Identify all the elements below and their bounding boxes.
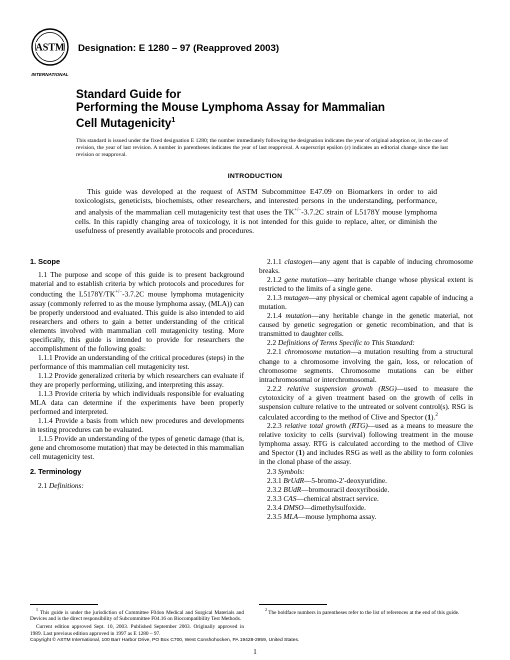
def-num: 2.1.4 <box>267 311 282 321</box>
sym-num: 2.3.3 <box>267 493 282 503</box>
paragraph-1-1-3: 1.1.3 Provide criteria by which individuals responsible for evaluating MLA data can determine if the experiments have been properly performed and interpreted. <box>30 389 244 417</box>
def-text-end: ). <box>431 412 436 422</box>
document-title <box>76 88 456 130</box>
def-term: mutation <box>285 311 312 321</box>
def-term: relative total growth (RTG) <box>284 421 368 431</box>
def-text: —any agent that is capable of inducing chromosome breaks. <box>259 257 473 276</box>
def-term: relative suspension growth (RSG) <box>287 383 397 393</box>
title-line-2: Performing the Mouse Lymphoma Assay for Mammalian <box>76 101 386 115</box>
sym-term: DMSO <box>283 502 304 512</box>
sym-num: 2.3.1 <box>267 475 282 485</box>
definition-2-1-4 <box>259 311 473 338</box>
def-num: 2.1.2 <box>267 275 282 285</box>
paragraph-1-1 <box>30 270 244 353</box>
sym-term: BUdR <box>283 484 302 494</box>
right-column <box>259 257 473 521</box>
reference-number: 1 <box>427 412 432 422</box>
symbol-2-3-3 <box>259 494 473 503</box>
title-footnote-mark: 1 <box>171 117 176 125</box>
copyright-line: Copyright © ASTM International, 100 Barr Harbor Drive, PO Box C700, West Conshohocken, PA 19428-2959, United States. <box>30 638 300 643</box>
def-text: —any heritable change whose physical extent is restricted to the limits of a single gene. <box>259 275 474 294</box>
def-num: 2.3 <box>267 466 277 476</box>
footnote-rule-left <box>30 604 98 605</box>
def-text-end: ) and includes RSG as well as the ability to form colonies in the clonal phase of the assay. <box>259 448 474 467</box>
p2-1-label: Definitions: <box>48 480 84 490</box>
paragraph-1-1-5: 1.1.5 Provide an understanding of the types of genetic damage (that is, gene and chromosome mutation) that may be detected in this mammalian cell mutagenicity test. <box>30 434 244 462</box>
def-text: —used as a means to measure the relative toxicity to cells (survival) following treatment in the mouse lymphoma assay. RTG is calculated according to the method of Clive and Spector ( <box>259 421 474 458</box>
p2-1-num: 2.1 <box>38 480 48 490</box>
footnote-2 <box>259 607 473 616</box>
logo-text: ASTM <box>35 42 65 54</box>
sym-def: —bromouracil deoxyriboside. <box>301 484 390 494</box>
sym-def: —dimethylsulfoxide. <box>303 502 366 512</box>
p1-1-text-a: 1.1 The purpose and scope of this guide is to present background material and to establish criteria by which protocols and procedures for conducting the L5178Y/TK <box>30 270 244 299</box>
footnotes-right <box>259 607 473 617</box>
symbol-2-3-4 <box>259 503 473 512</box>
sym-def: —mouse lymphoma assay. <box>298 511 377 521</box>
logo-subtext: INTERNATIONAL <box>31 72 69 77</box>
definition-2-1-3 <box>259 293 473 311</box>
footnote-1 <box>30 607 244 623</box>
footnote-1-approval: Current edition approved Sept. 10, 2003. Published September 2003. Originally approved in 1989. Last previous edition approved in 1997 as E 1280 – 97. <box>30 623 244 637</box>
paragraph-1-1-1: 1.1.1 Provide an understanding of the critical procedures (steps) in the performance of this mammalian cell mutagenicity test. <box>30 352 244 371</box>
footnote-2-mark: 2 <box>265 607 267 612</box>
footnote-rule-right <box>259 604 327 605</box>
definition-2-1-2 <box>259 275 473 293</box>
title-line-3: Cell Mutagenicity <box>76 117 172 131</box>
def-term: mutagen <box>283 293 309 303</box>
page-number: 1 <box>253 648 257 656</box>
symbol-2-3-1 <box>259 476 473 485</box>
def-text: —used to measure the cytotoxicity of a given treatment based on the growth of cells in suspension culture relative to the untreated or solvent control(s). RSG is calculated according to the method of Clive and Spector ( <box>259 383 473 422</box>
scope-heading: 1. Scope <box>30 257 61 266</box>
paragraph-2-1 <box>30 481 244 490</box>
definition-2-2-3 <box>259 421 473 466</box>
def-num: 2.2.2 <box>267 383 282 393</box>
definition-2-2-1 <box>259 347 473 383</box>
paragraph-1-1-4: 1.1.4 Provide a basis from which new procedures and developments in testing procedures can be evaluated. <box>30 416 244 435</box>
symbol-2-3-5 <box>259 512 473 521</box>
sym-term: CAS <box>283 493 297 503</box>
sym-def: —5-bromo-2′-deoxyuridine. <box>304 475 387 485</box>
symbol-2-3-2 <box>259 485 473 494</box>
reference-number: 1 <box>298 448 303 458</box>
astm-logo <box>30 27 70 83</box>
footnote-mark: 2 <box>435 412 438 418</box>
sym-num: 2.3.2 <box>267 484 282 494</box>
sym-num: 2.3.4 <box>267 502 282 512</box>
sym-def: —chemical abstract service. <box>296 493 379 503</box>
def-num: 2.2.1 <box>267 347 282 357</box>
footnotes-left <box>30 607 244 638</box>
p1-1-sup: +/− <box>115 290 123 296</box>
designation: Designation: E 1280 – 97 (Reapproved 2003) <box>78 43 280 54</box>
definition-2-1-1 <box>259 257 473 275</box>
def-term: gene mutation <box>284 275 327 285</box>
p1-1-text-b: -3.7.2C mouse lymphoma mutagenicity assay (commonly referred to as the mouse lymphoma assay, (MLA)) can be properly understood and evaluated. This guide is also intended to aid researchers and others to gain a better understanding of the critical elements involved with mammalian cell mutagenicity testing. More specifically, this guide is intended to provide for researchers the accomplishment of the following goals: <box>30 289 244 353</box>
def-num: 2.2 <box>267 338 277 348</box>
section-2-3 <box>259 467 473 476</box>
def-text: —any heritable change in the genetic material, not caused by genetic segregation or genetic recombination, and that is transmitted to daughter cells. <box>259 311 473 339</box>
def-num: 2.1.1 <box>267 257 282 266</box>
sym-num: 2.3.5 <box>267 511 282 521</box>
def-term: chromosome mutation <box>284 347 351 357</box>
intro-sup: +/− <box>294 207 302 213</box>
definition-2-2-2 <box>259 384 473 422</box>
def-text: —a mutation resulting from a structural change to a chromosome involving the gain, loss, or relocation of chromosome segments. Chromosome mutations can be either intrachromosomal or interchromosomal. <box>259 347 473 384</box>
introduction-text <box>75 187 437 236</box>
introduction-heading: INTRODUCTION <box>227 173 283 180</box>
footnote-1-text: This guide is under the jurisdiction of Committee F04on Medical and Surgical Materials and Devices and is the direct responsibility of Subcommittee F04.16 on Biocompatibility Test Methods. <box>30 609 245 623</box>
def-num: 2.1.3 <box>267 293 282 303</box>
issuance-notice: This standard is issued under the fixed designation E 1280; the number immediately following the designation indicates the year of original adoption or, in the case of revision, the year of last revision. A number in parentheses indicates the year of last reapproval. A superscript epsilon (ε) indicates an editorial change since the last revision or reapproval. <box>76 138 448 159</box>
terminology-heading: 2. Terminology <box>30 467 82 477</box>
footnote-2-text: The boldface numbers in parentheses refer to the list of references at the end of this guide. <box>268 609 460 616</box>
section-label: Definitions of Terms Specific to This Standard: <box>277 338 415 348</box>
intro-text-1: This guide was developed at the request of ASTM Subcommittee E47.09 on Biomarkers in order to aid toxicologists, geneticists, biochemists, other researchers, and interested persons in the understanding, performance, and analysis of the mammalian cell mutagenicity test that uses the TK <box>75 187 437 217</box>
footnote-1-mark: 1 <box>36 607 38 612</box>
section-label: Symbols: <box>277 466 305 476</box>
sym-term: BrUdR <box>283 475 305 485</box>
def-num: 2.2.3 <box>267 421 282 431</box>
sym-term: MLA <box>283 511 299 521</box>
intro-text-2: -3.7.2C strain of L5178Y mouse lymphoma cells. In this rapidly changing area of toxicology, it is not intended for this guide to replace, alter, or diminish the usefulness of presently available protocols and procedures. <box>75 207 437 236</box>
def-term: clastogen <box>284 257 313 266</box>
paragraph-1-1-2: 1.1.2 Provide generalized criteria by which researchers can evaluate if they are properly performing, utilizing, and interpreting this assay. <box>30 370 244 390</box>
left-column <box>30 257 244 490</box>
section-2-2 <box>259 338 473 347</box>
title-line-1: Standard Guide for <box>76 88 181 101</box>
def-text: —any physical or chemical agent capable of inducing a mutation. <box>259 293 473 312</box>
